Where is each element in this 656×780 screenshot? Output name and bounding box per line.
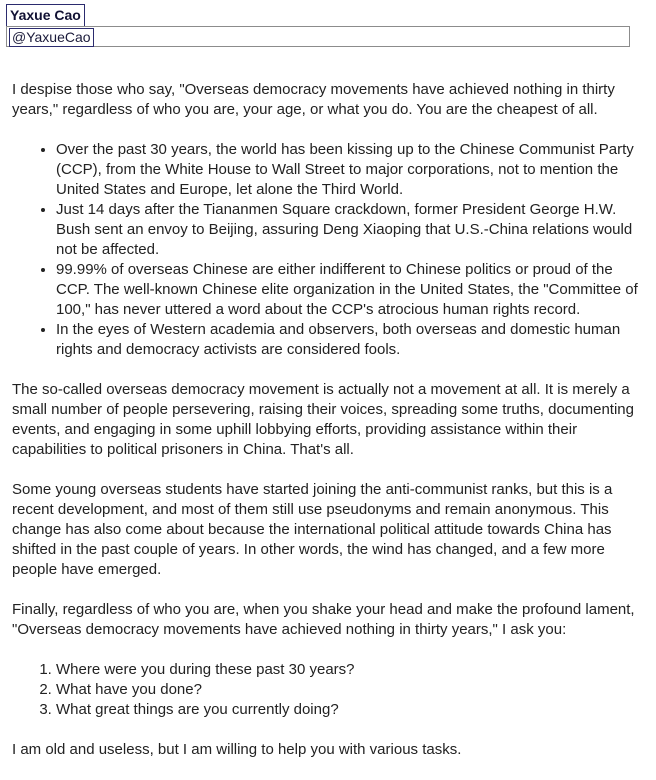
bullet-item: • Over the past 30 years, the world has been kissing up to the Chinese Communist Party (CCP), from the White House to Wall Street to major corporations, not to mention the United States and Europe, let alone the Third World. [56, 140, 640, 200]
bullet-item: • In the eyes of Western academia and observers, both overseas and domestic human rights and democracy activists are considered fools. [56, 320, 640, 360]
question-item: 3. What great things are you currently doing? [56, 700, 640, 720]
author-handle-field [6, 26, 630, 47]
question-item: 1. Where were you during these past 30 years? [56, 660, 640, 680]
bullet-item: • Just 14 days after the Tiananmen Square crackdown, former President George H.W. Bush sent an envoy to Beijing, assuring Deng Xiaoping that U.S.-China relations would not be affected. [56, 200, 640, 260]
intro-paragraph: I despise those who say, "Overseas democracy movements have achieved nothing in thirty years," regardless of who you are, your age, or what you do. You are the cheapest of all. [12, 81, 615, 118]
bullet-list [12, 140, 640, 360]
bullet-item: • 99.99% of overseas Chinese are either indifferent to Chinese politics or proud of the CCP. The well-known Chinese elite organization in the United States, the "Committee of 100," has never uttered a word about the CCP's atrocious human rights record. [56, 260, 640, 320]
post-body [12, 80, 640, 780]
question-list [12, 660, 640, 720]
author-name[interactable]: Yaxue Cao [6, 4, 85, 27]
paragraph-2: The so-called overseas democracy movement is actually not a movement at all. It is merely a small number of people persevering, raising their voices, spreading some truths, documenting events, and engaging in some uphill lobbying efforts, providing assistance within their capabilities to political prisoners in China. That's all. [12, 381, 634, 458]
paragraph-3: Some young overseas students have started joining the anti-communist ranks, but this is a recent development, and most of them still use pseudonyms and remain anonymous. This change has also come about because the international political attitude towards China has shifted in the past couple of years. In other words, the wind has changed, and a few more people have emerged. [12, 481, 613, 578]
paragraph-4: Finally, regardless of who you are, when you shake your head and make the profound lament, "Overseas democracy movements have achieved nothing in thirty years," I ask you: [12, 601, 635, 638]
question-item: 2. What have you done? [56, 680, 640, 700]
closing-paragraph: I am old and useless, but I am willing to help you with various tasks. [12, 741, 462, 758]
author-handle[interactable]: @YaxueCao [9, 28, 94, 47]
